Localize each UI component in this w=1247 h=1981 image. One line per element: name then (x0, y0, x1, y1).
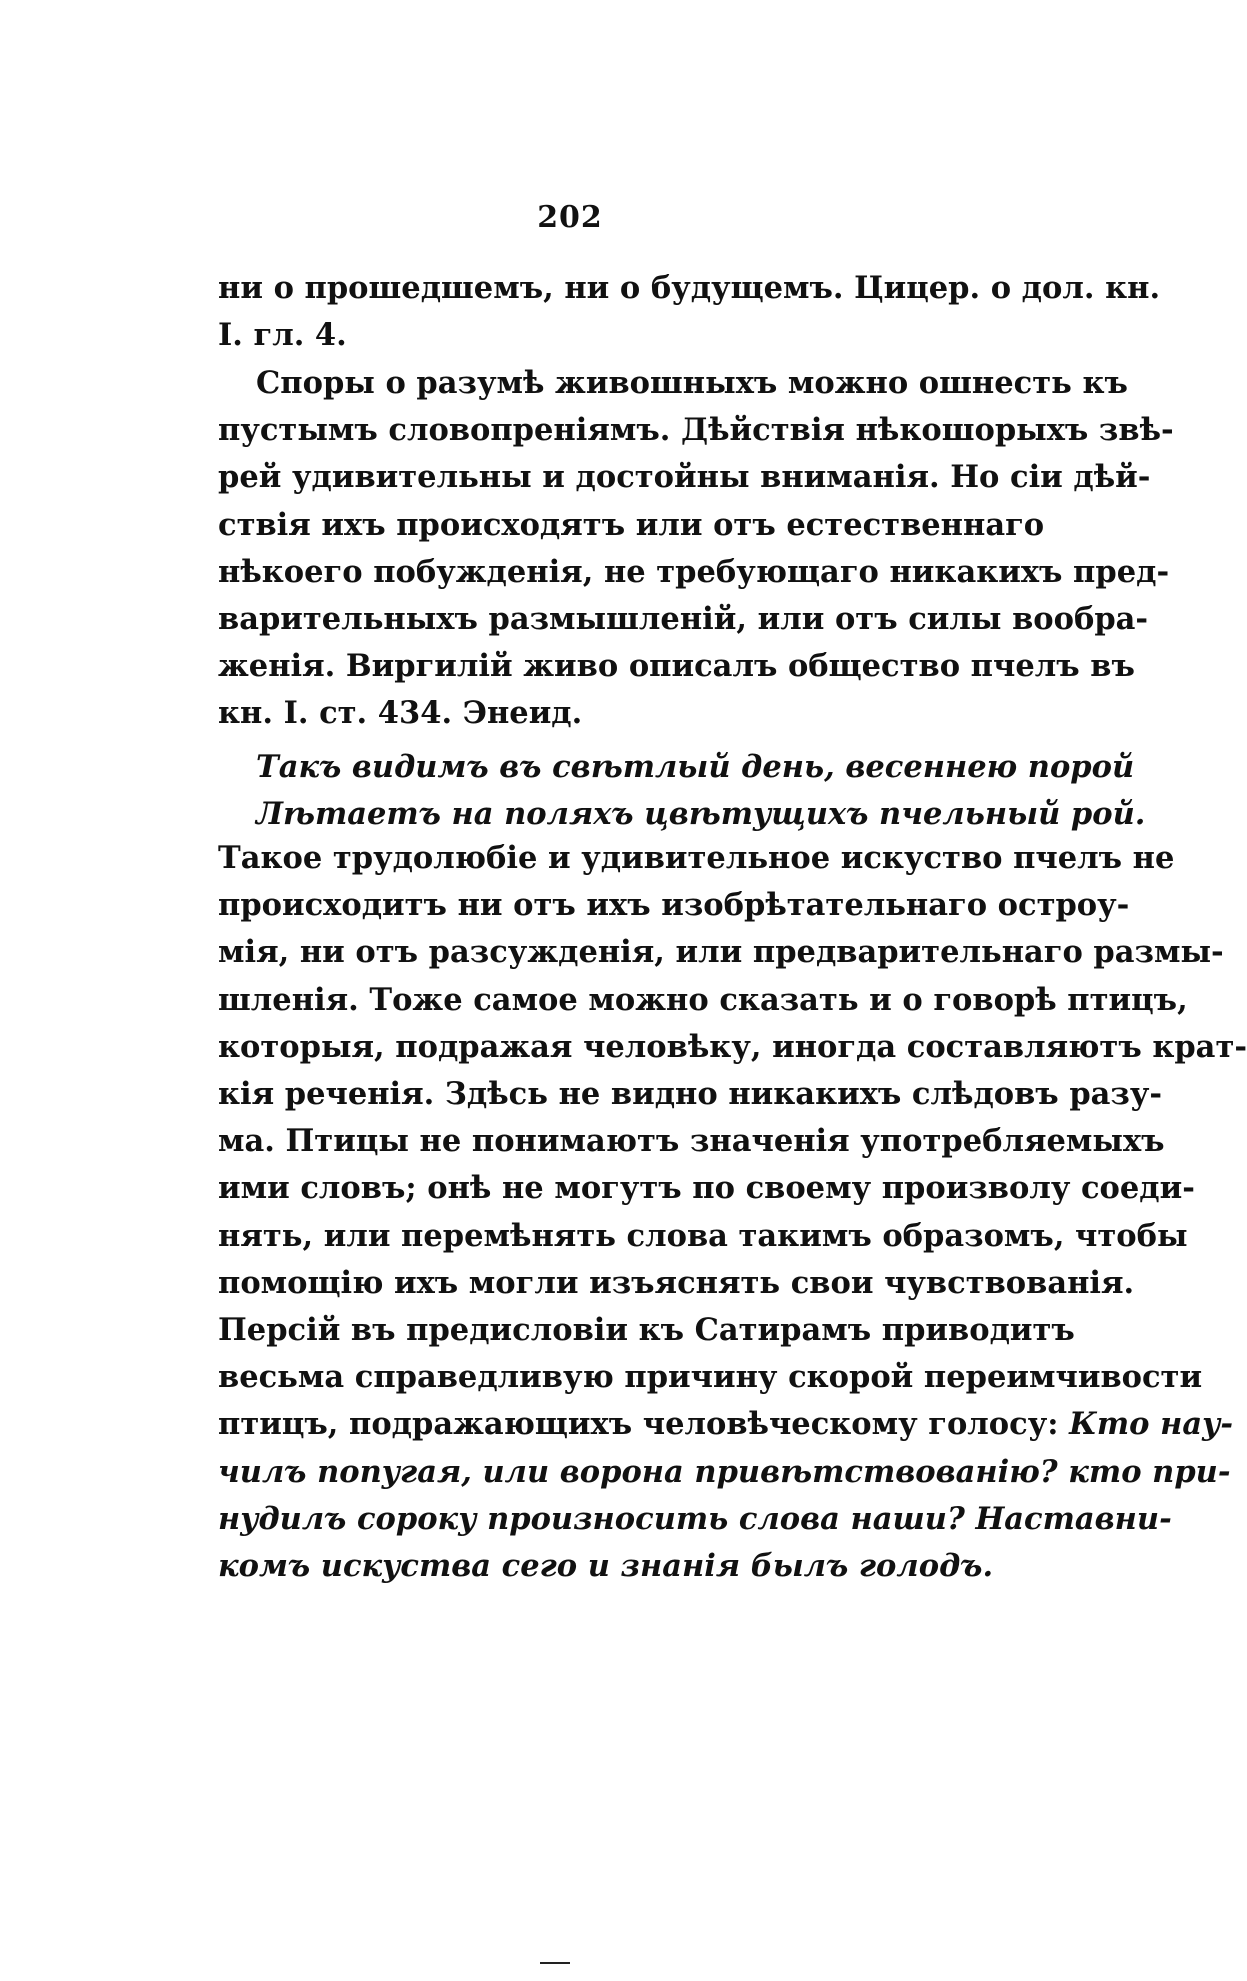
text-line (218, 882, 1130, 929)
text-line (218, 1307, 1075, 1354)
text-line (218, 977, 1188, 1024)
text-line (218, 1401, 1234, 1448)
footer-rule (540, 1962, 570, 1964)
text-line: ствія ихъ происходятъ или отъ естественнаго (218, 506, 1045, 543)
text-line (218, 1118, 1165, 1165)
text-run: ими словъ; онѣ не могутъ по своему произволу соеди- (218, 1170, 1195, 1207)
italic-run: комъ искуства сего и знанія былъ голодъ. (218, 1548, 994, 1585)
text-line: ни о прошедшемъ, ни о будущемъ. Цицер. о дол. кн. (218, 270, 1161, 306)
text-run: Такое трудолюбіе и удивительное искуство пчелъ не (218, 840, 1175, 876)
text-line (218, 1354, 1203, 1401)
italic-run: нудилъ сороку произносить слова наши? Наставни- (218, 1500, 1172, 1537)
text-line: нѣкоего побужденія, не требующаго никакихъ пред- (218, 553, 1170, 590)
paragraph-2 (218, 835, 1247, 1590)
text-line (218, 929, 1224, 976)
text-line: пустымъ словопреніямъ. Дѣйствія нѣкошорыхъ звѣ- (218, 412, 1174, 449)
text-line (218, 1496, 1172, 1543)
text-line (218, 1071, 1163, 1118)
text-line: Споры о разумѣ живошныхъ можно ошнесть къ (256, 365, 1128, 401)
text-line: кн. I. ст. 434. Энеид. (218, 695, 583, 732)
text-run: шленія. Тоже самое можно сказать и о говорѣ птицъ, (218, 981, 1188, 1018)
text-run: птицъ, подражающихъ человѣческому голосу: (218, 1406, 1070, 1443)
verse-line: Такъ видимъ въ свѣтлый день, весеннею порой (256, 749, 1135, 785)
text-run: кія реченія. Здѣсь не видно никакихъ слѣдовъ разу- (218, 1076, 1163, 1113)
text-line: рей удивительны и достойны вниманія. Но сіи дѣй- (218, 459, 1151, 496)
verse-quotation (218, 744, 1146, 838)
text-line (218, 1165, 1195, 1212)
paragraph-1 (218, 360, 1174, 738)
text-run: весьма справедливую причину скорой переимчивости (218, 1359, 1203, 1396)
text-run: помощію ихъ могли изъяснять свои чувствованія. (218, 1264, 1135, 1301)
text-line: I. гл. 4. (218, 317, 347, 354)
text-line: женія. Виргилій живо описалъ общество пчелъ въ (218, 648, 1135, 685)
continuation-text (218, 265, 1161, 359)
text-line (218, 1213, 1188, 1260)
text-run: мія, ни отъ разсужденія, или предварительнаго размы- (218, 934, 1224, 971)
text-line: варительныхъ размышленій, или отъ силы вообра- (218, 601, 1149, 638)
verse-line: Лѣтаетъ на поляхъ цвѣтущихъ пчельный рой. (256, 796, 1146, 833)
text-line (218, 1543, 1040, 1590)
text-line (218, 1024, 1247, 1071)
italic-run: чилъ попугая, или ворона привѣтствованію? кто при- (218, 1453, 1231, 1490)
text-run: происходитъ ни отъ ихъ изобрѣтательнаго остроу- (218, 887, 1130, 924)
text-line (218, 1449, 1231, 1496)
italic-run: Кто нау- (1069, 1406, 1234, 1443)
page-number: 202 (537, 200, 603, 235)
text-run: ма. Птицы не понимаютъ значенія употребляемыхъ (218, 1123, 1165, 1160)
text-run: Персій въ предисловіи къ Сатирамъ приводитъ (218, 1312, 1075, 1349)
text-line (218, 835, 1175, 882)
text-run: нять, или перемѣнять слова такимъ образомъ, чтобы (218, 1217, 1188, 1254)
text-line (218, 1260, 1135, 1307)
text-run: которыя, подражая человѣку, иногда составляютъ крат- (218, 1028, 1247, 1065)
